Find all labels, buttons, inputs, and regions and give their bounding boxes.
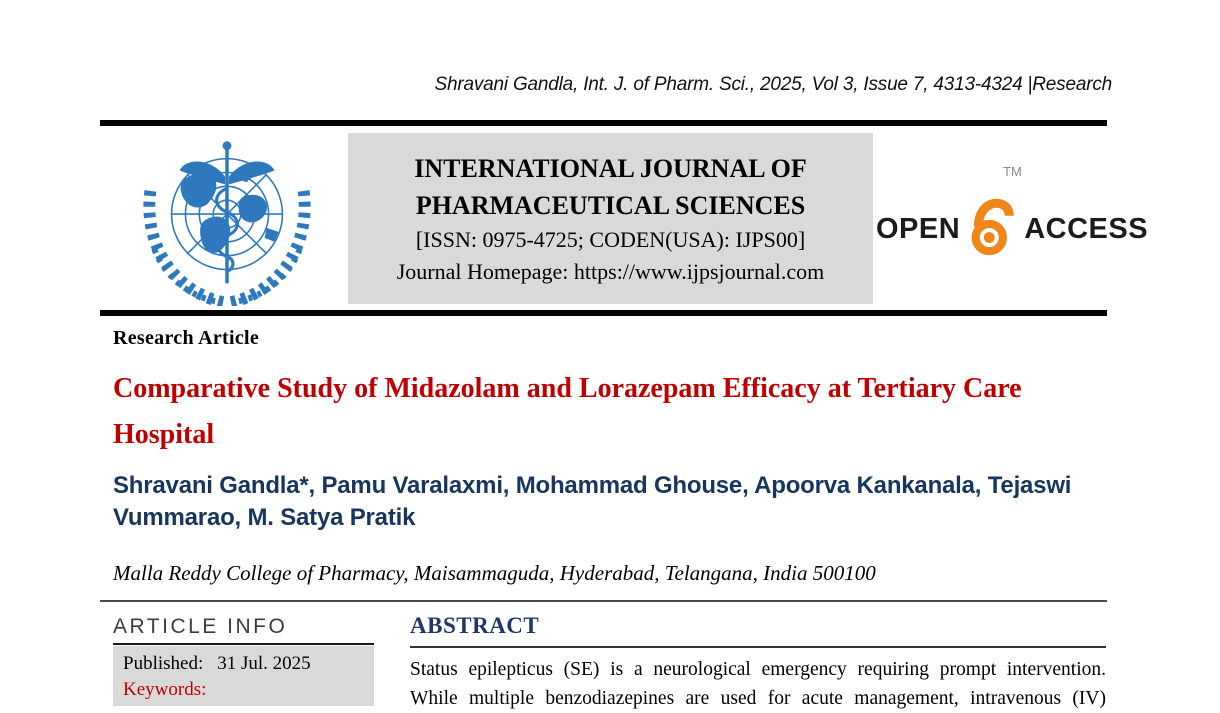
top-rule xyxy=(100,120,1107,126)
who-emblem-icon xyxy=(128,136,326,306)
open-access-open-label: OPEN xyxy=(876,212,961,245)
article-info-rule xyxy=(113,643,374,645)
author-list: Shravani Gandla*, Pamu Varalaxmi, Mohammad Ghouse, Apoorva Kankanala, Tejaswi Vummarao, M. Satya Pratik xyxy=(113,472,1072,531)
journal-title-line1: INTERNATIONAL JOURNAL OF xyxy=(414,154,807,183)
abstract-text xyxy=(410,655,1106,713)
affiliation: Malla Reddy College of Pharmacy, Maisammaguda, Hyderabad, Telangana, India 500100 xyxy=(113,561,876,585)
open-access-access-label: ACCESS xyxy=(1024,212,1149,245)
journal-homepage-url: Journal Homepage: https://www.ijpsjournal.com xyxy=(396,259,825,284)
abstract-heading: ABSTRACT xyxy=(410,613,540,638)
open-access-lock-icon xyxy=(963,182,1021,264)
paper-title: Comparative Study of Midazolam and Lorazepam Efficacy at Tertiary Care Hospital xyxy=(113,373,1022,450)
journal-title-line2: PHARMACEUTICAL SCIENCES xyxy=(415,191,806,220)
open-access-logo xyxy=(876,158,1149,262)
trademark-symbol: TM xyxy=(1003,164,1022,179)
published-row xyxy=(123,651,374,677)
section-divider xyxy=(100,600,1107,602)
abstract-line-1: Status epilepticus (SE) is a neurological emergency requiring prompt intervention. xyxy=(410,659,1106,680)
article-info-heading: ARTICLE INFO xyxy=(113,615,288,638)
abstract-rule xyxy=(410,646,1106,648)
article-info-box xyxy=(113,646,374,706)
journal-issn: [ISSN: 0975-4725; CODEN(USA): IJPS00] xyxy=(415,227,806,252)
header-bottom-rule xyxy=(100,310,1107,316)
published-label: Published: xyxy=(123,653,204,674)
journal-masthead xyxy=(348,133,873,304)
keywords-label: Keywords: xyxy=(123,679,207,700)
journal-logo xyxy=(128,136,326,306)
citation-header: Shravani Gandla, Int. J. of Pharm. Sci., 2025, Vol 3, Issue 7, 4313-4324 |Research xyxy=(434,74,1112,95)
published-date: 31 Jul. 2025 xyxy=(217,653,311,674)
abstract-line-2: While multiple benzodiazepines are used for acute management, intravenous (IV) xyxy=(410,688,1106,709)
article-type-label: Research Article xyxy=(113,327,260,349)
